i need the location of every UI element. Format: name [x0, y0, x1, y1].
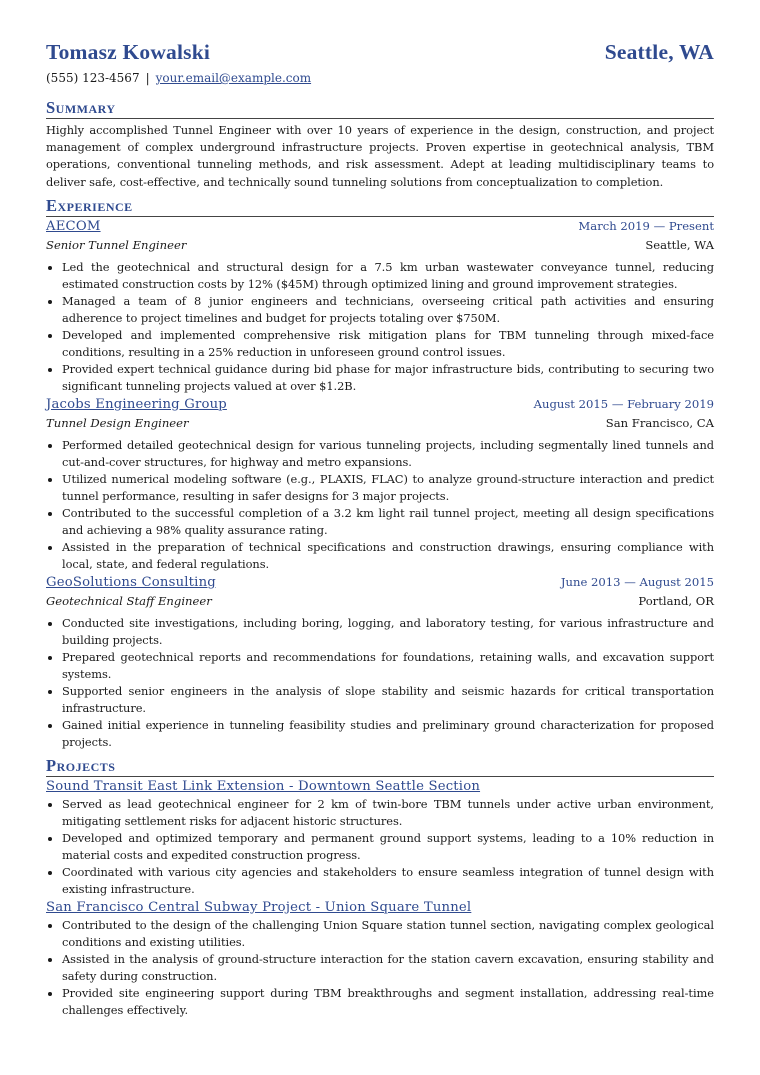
bullet-item: • Developed and optimized temporary and permanent ground support systems, leading to a 10% reduction in material costs and expedited construction progress.	[62, 830, 714, 864]
bullet-item: • Assisted in the preparation of technical specifications and construction drawings, ensuring compliance with local, state, and federal regulations.	[62, 539, 714, 573]
employment-dates: March 2019 — Present	[578, 218, 714, 233]
bullet-list	[46, 437, 714, 573]
job-location: Seattle, WA	[645, 237, 714, 252]
bullet-item: • Assisted in the analysis of ground-structure interaction for the station cavern excavation, ensuring stability and safety during construction.	[62, 951, 714, 985]
bullet-item: • Gained initial experience in tunneling feasibility studies and preliminary ground characterization for proposed projects.	[62, 717, 714, 751]
candidate-name: Tomasz Kowalski	[46, 40, 211, 64]
company-name: AECOM	[46, 218, 101, 234]
company-name: GeoSolutions Consulting	[46, 574, 216, 590]
resume-page	[46, 40, 714, 1019]
contact-line	[46, 71, 714, 87]
bullet-item: • Contributed to the successful completion of a 3.2 km light rail tunnel project, meeting all design specifications and achieving a 98% quality assurance rating.	[62, 505, 714, 539]
project-entry	[46, 899, 714, 1019]
bullet-item: • Served as lead geotechnical engineer for 2 km of twin-bore TBM tunnels under active urban environment, mitigating settlement risks for adjacent historic structures.	[62, 796, 714, 830]
bullet-item: • Prepared geotechnical reports and recommendations for foundations, retaining walls, and excavation support systems.	[62, 649, 714, 683]
experience-entry	[46, 218, 714, 395]
bullet-item: • Utilized numerical modeling software (e.g., PLAXIS, FLAC) to analyze ground-structure interaction and predict tunnel performance, resulting in safer designs for 3 major projects.	[62, 471, 714, 505]
job-title: Tunnel Design Engineer	[46, 415, 189, 430]
experience-entry	[46, 574, 714, 751]
bullet-item: • Managed a team of 8 junior engineers and technicians, overseeing critical path activities and ensuring adherence to project timelines and budget for projects totaling over $750M.	[62, 293, 714, 327]
bullet-list	[46, 259, 714, 395]
project-name: San Francisco Central Subway Project - Union Square Tunnel	[46, 899, 472, 915]
bullet-item: • Supported senior engineers in the analysis of slope stability and seismic hazards for critical transportation infrastructure.	[62, 683, 714, 717]
bullet-item: • Conducted site investigations, including boring, logging, and laboratory testing, for various infrastructure and building projects.	[62, 615, 714, 649]
job-title: Geotechnical Staff Engineer	[46, 593, 212, 608]
experience-heading: Experience	[46, 197, 714, 217]
bullet-list	[46, 796, 714, 898]
summary-heading: Summary	[46, 99, 714, 119]
job-location: Portland, OR	[638, 593, 714, 608]
email-link[interactable]: your.email@example.com	[155, 71, 312, 85]
project-entry	[46, 778, 714, 898]
company-name: Jacobs Engineering Group	[46, 396, 227, 412]
contact-separator: |	[145, 71, 150, 85]
experience-entry	[46, 396, 714, 573]
bullet-item: • Led the geotechnical and structural design for a 7.5 km urban wastewater conveyance tunnel, reducing estimated construction costs by 12% ($45M) through optimized lining and ground improvement strategies.	[62, 259, 714, 293]
bullet-item: • Developed and implemented comprehensive risk mitigation plans for TBM tunneling through mixed-face conditions, resulting in a 25% reduction in unforeseen ground control issues.	[62, 327, 714, 361]
bullet-list	[46, 917, 714, 1019]
job-title: Senior Tunnel Engineer	[46, 237, 187, 252]
bullet-item: • Provided expert technical guidance during bid phase for major infrastructure bids, contributing to securing two significant tunneling projects valued at over $1.2B.	[62, 361, 714, 395]
candidate-location: Seattle, WA	[604, 40, 714, 64]
bullet-list	[46, 615, 714, 751]
resume-header	[46, 40, 714, 68]
projects-heading: Projects	[46, 757, 714, 777]
bullet-item: • Provided site engineering support during TBM breakthroughs and segment installation, addressing real-time challenges effectively.	[62, 985, 714, 1019]
job-location: San Francisco, CA	[605, 415, 714, 430]
bullet-item: • Coordinated with various city agencies and stakeholders to ensure seamless integration of tunnel design with existing infrastructure.	[62, 864, 714, 898]
project-name: Sound Transit East Link Extension - Downtown Seattle Section	[46, 778, 481, 794]
bullet-item: • Performed detailed geotechnical design for various tunneling projects, including segmentally lined tunnels and cut-and-cover structures, for highway and metro expansions.	[62, 437, 714, 471]
employment-dates: June 2013 — August 2015	[560, 574, 714, 589]
summary-text: Highly accomplished Tunnel Engineer with over 10 years of experience in the design, construction, and project management of complex underground infrastructure projects. Proven expertise in geotechnical analysis, TBM operations, conventional tunneling methods, and risk assessment. Adept at leading multidisciplinary teams to deliver safe, cost-effective, and technically sound tunneling solutions from conceptualization to completion.	[46, 123, 714, 189]
phone-number: (555) 123-4567	[46, 71, 140, 85]
bullet-item: • Contributed to the design of the challenging Union Square station tunnel section, navigating complex geological conditions and existing utilities.	[62, 917, 714, 951]
employment-dates: August 2015 — February 2019	[533, 396, 714, 411]
